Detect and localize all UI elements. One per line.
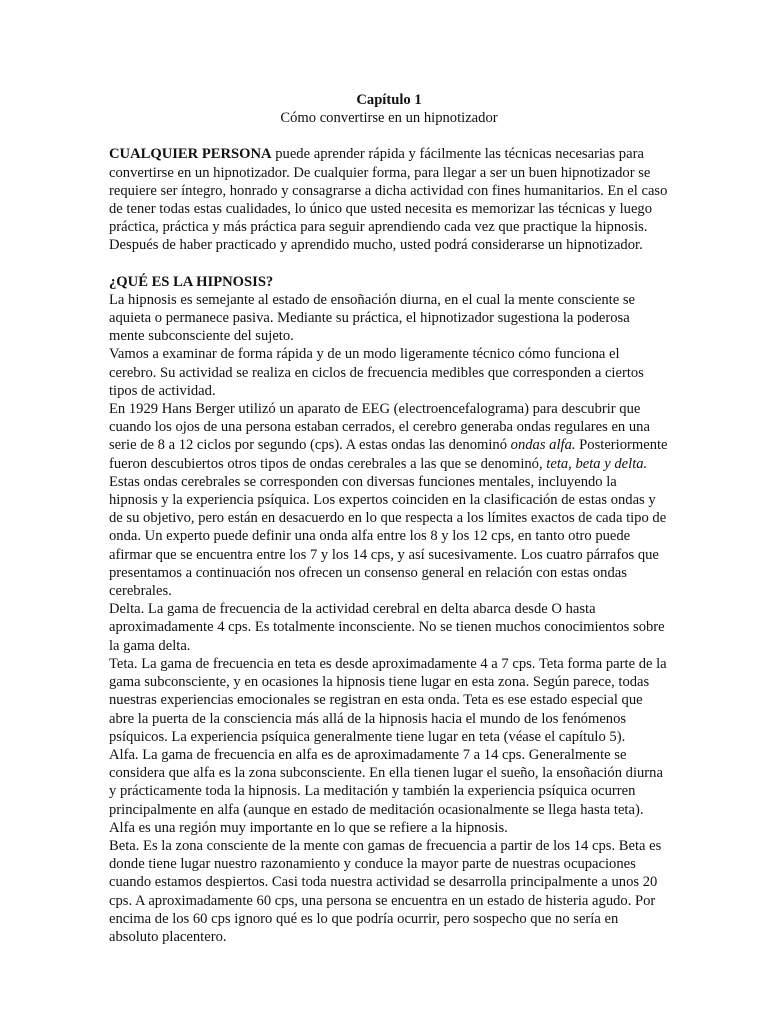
berger-text-a: En 1929 Hans Berger utilizó un aparato de EEG (electroencefalograma) para descubrir que cuando los ojos de una persona estaban cerrados, el cerebro generaba ondas regulares en una serie de 8 a 12 ciclos por segundo (cps). A estas ondas las denominó (109, 401, 650, 454)
intro-paragraph (109, 145, 669, 254)
section-heading: ¿QUÉ ES LA HIPNOSIS? (109, 273, 274, 290)
berger-text-b: Posteriormente fueron descubiertos otros tipos de ondas cerebrales a las que se denominó, (109, 437, 668, 472)
paragraph-alfa: Alfa. La gama de frecuencia en alfa es de aproximadamente 7 a 14 cps. Generalmente se considera que alfa es la zona subconsciente. En ella tienen lugar el sueño, la ensoñación diurna y prácticamente toda la hipnosis. La meditación y también la experiencia psíquica ocurren principalmente en alfa (aunque en estado de meditación ocasionalmente se llega hasta teta). Alfa es una región muy importante en lo que se refiere a la hipnosis. (109, 746, 663, 836)
intro-lead: CUALQUIER PERSONA (109, 146, 272, 163)
paragraph-berger (109, 400, 669, 600)
berger-italic-alfa: ondas alfa. (510, 437, 576, 454)
paragraph-definition: La hipnosis es semejante al estado de ensoñación diurna, en el cual la mente consciente se aquieta o permanece pasiva. Mediante su práctica, el hipnotizador sugestiona la poderosa mente subconsciente del sujeto. (109, 291, 635, 345)
paragraph-delta: Delta. La gama de frecuencia de la actividad cerebral en delta abarca desde O hasta aproximadamente 4 cps. Es totalmente inconsciente. No se tienen muchos conocimientos sobre la gama delta. (109, 601, 665, 654)
chapter-heading (109, 91, 669, 127)
document-page (109, 91, 669, 946)
paragraph-brain-activity: Vamos a examinar de forma rápida y de un modo ligeramente técnico cómo funciona el cerebro. Su actividad se realiza en ciclos de frecuencia medibles que corresponden a ciertos tipos de actividad. (109, 346, 644, 399)
berger-italic-waves: teta, beta y delta. (546, 455, 648, 472)
chapter-number: Capítulo 1 (356, 92, 422, 108)
paragraph-beta: Beta. Es la zona consciente de la mente con gamas de frecuencia a partir de los 14 cps. Beta es donde tiene lugar nuestro razonamiento y conduce la mayor parte de nuestras ocupaciones cuando estamos despiertos. Casi toda nuestra actividad se desarrolla principalmente a unos 20 cps. A aproximadamente 60 cps, una persona se encuentra en un estado de histeria agudo. Por encima de los 60 cps ignoro qué es lo que podría ocurrir, pero sospecho que no sería en absoluto placentero. (109, 837, 662, 945)
intro-text: puede aprender rápida y fácilmente las técnicas necesarias para convertirse en un hipnotizador. De cualquier forma, para llegar a ser un buen hipnotizador se requiere ser íntegro, honrado y consagrarse a dicha actividad con fines humanitarios. En el caso de tener todas estas cualidades, lo único que usted necesita es memorizar las técnicas y luego práctica, práctica y más práctica para seguir aprendiendo cada vez que practique la hipnosis. Después de haber practicado y aprendido mucho, usted podrá considerarse un hipnotizador. (109, 146, 668, 254)
chapter-title: Cómo convertirse en un hipnotizador (280, 110, 498, 127)
paragraph-teta: Teta. La gama de frecuencia en teta es desde aproximadamente 4 a 7 cps. Teta forma parte de la gama subconsciente, y en ocasiones la hipnosis tiene lugar en esta zona. Según parece, todas nuestras experiencias emocionales se registran en esta onda. Teta es ese estado especial que abre la puerta de la consciencia más allá de la hipnosis hacia el mundo de los fenómenos psíquicos. La experiencia psíquica generalmente tiene lugar en teta (véase el capítulo 5). (109, 655, 667, 745)
berger-text-c: Estas ondas cerebrales se corresponden con diversas funciones mentales, incluyendo la hipnosis y la experiencia psíquica. Los expertos coinciden en la clasificación de estas ondas y de su objetivo, pero están en desacuerdo en lo que respecta a los límites exactos de cada tipo de onda. Un experto puede definir una onda alfa entre los 8 y los 12 cps, en tanto otro puede afirmar que se encuentra entre los 7 y los 14 cps, y así sucesivamente. Los cuatro párrafos que presentamos a continuación nos ofrecen un consenso general en relación con estas ondas cerebrales. (109, 473, 667, 600)
